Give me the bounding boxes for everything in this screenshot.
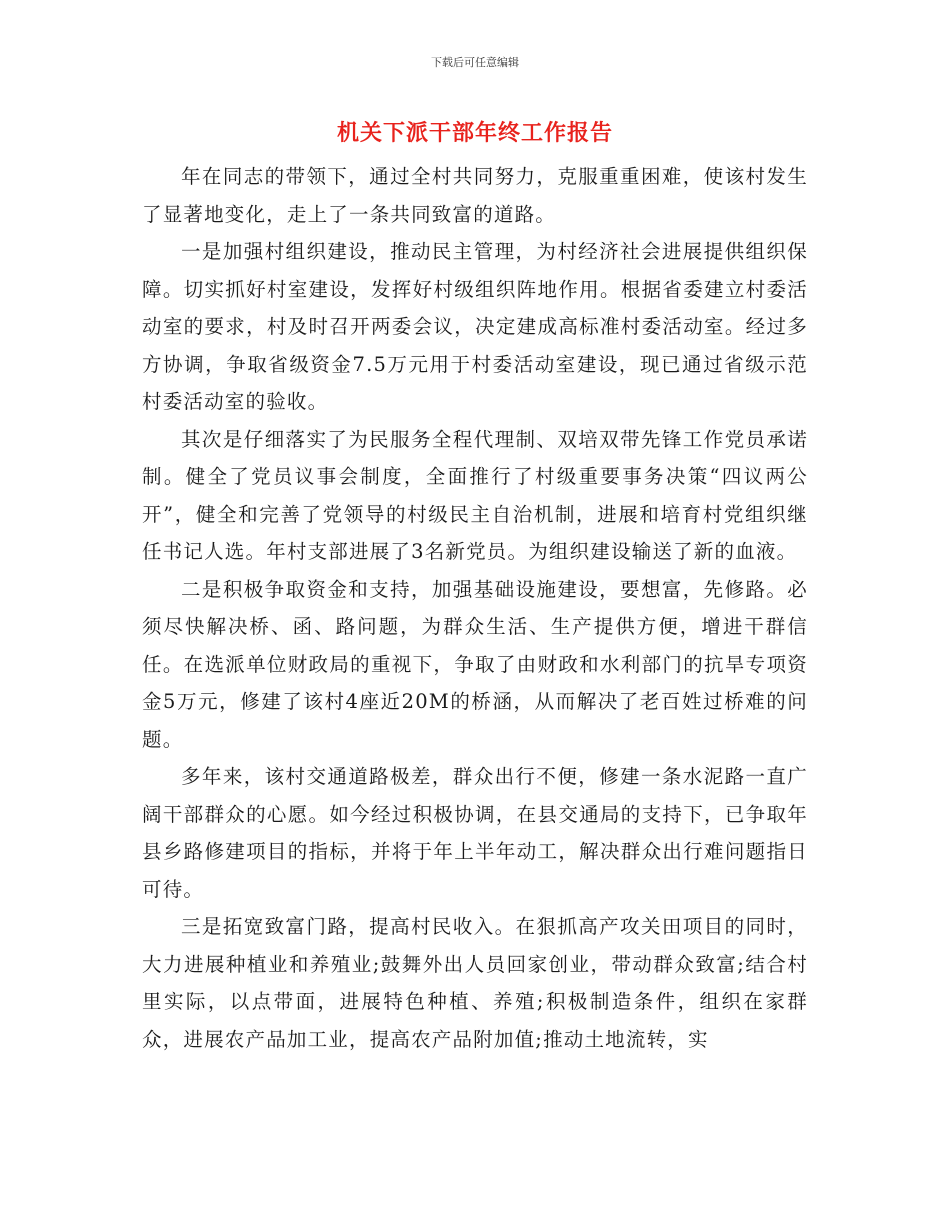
paragraph: 二是积极争取资金和支持，加强基础设施建设，要想富，先修路。必须尽快解决桥、函、路问题，为群众生活、生产提供方便，增进干群信任。在选派单位财政局的重视下，争取了由财政和水利部门的抗旱专项资金5万元，修建了该村4座近20M的桥涵，从而解决了老百姓过桥难的问题。 [142,577,808,751]
paragraph: 多年来，该村交通道路极差，群众出行不便，修建一条水泥路一直广阔干部群众的心愿。如今经过积极协调，在县交通局的支持下，已争取年县乡路修建项目的指标，并将于年上半年动工，解决群众出行难问题指日可待。 [142,765,808,901]
paragraph: 其次是仔细落实了为民服务全程代理制、双培双带先锋工作党员承诺制。健全了党员议事会制度，全面推行了村级重要事务决策“四议两公开”，健全和完善了党领导的村级民主自治机制，进展和培育村党组织继任书记人选。年村支部进展了3名新党员。为组织建设输送了新的血液。 [142,427,808,563]
document-title: 机关下派干部年终工作报告 [336,121,613,146]
paragraph: 三是拓宽致富门路，提高村民收入。在狠抓高产攻关田项目的同时，大力进展种植业和养殖业;鼓舞外出人员回家创业，带动群众致富;结合村里实际，以点带面，进展特色种植、养殖;积极制造条件，组织在家群众，进展农产品加工业，提高农产品附加值;推动土地流转，实 [142,915,808,1051]
paragraph: 一是加强村组织建设，推动民主管理，为村经济社会进展提供组织保障。切实抓好村室建设，发挥好村级组织阵地作用。根据省委建立村委活动室的要求，村及时召开两委会议，决定建成高标准村委活动室。经过多方协调，争取省级资金7.5万元用于村委活动室建设，现已通过省级示范村委活动室的验收。 [142,240,808,413]
paragraph: 年在同志的带领下，通过全村共同努力，克服重重困难，使该村发生了显著地变化，走上了一条共同致富的道路。 [142,165,808,226]
download-note: 下载后可任意编辑 [431,56,519,69]
document-body [142,158,808,1058]
